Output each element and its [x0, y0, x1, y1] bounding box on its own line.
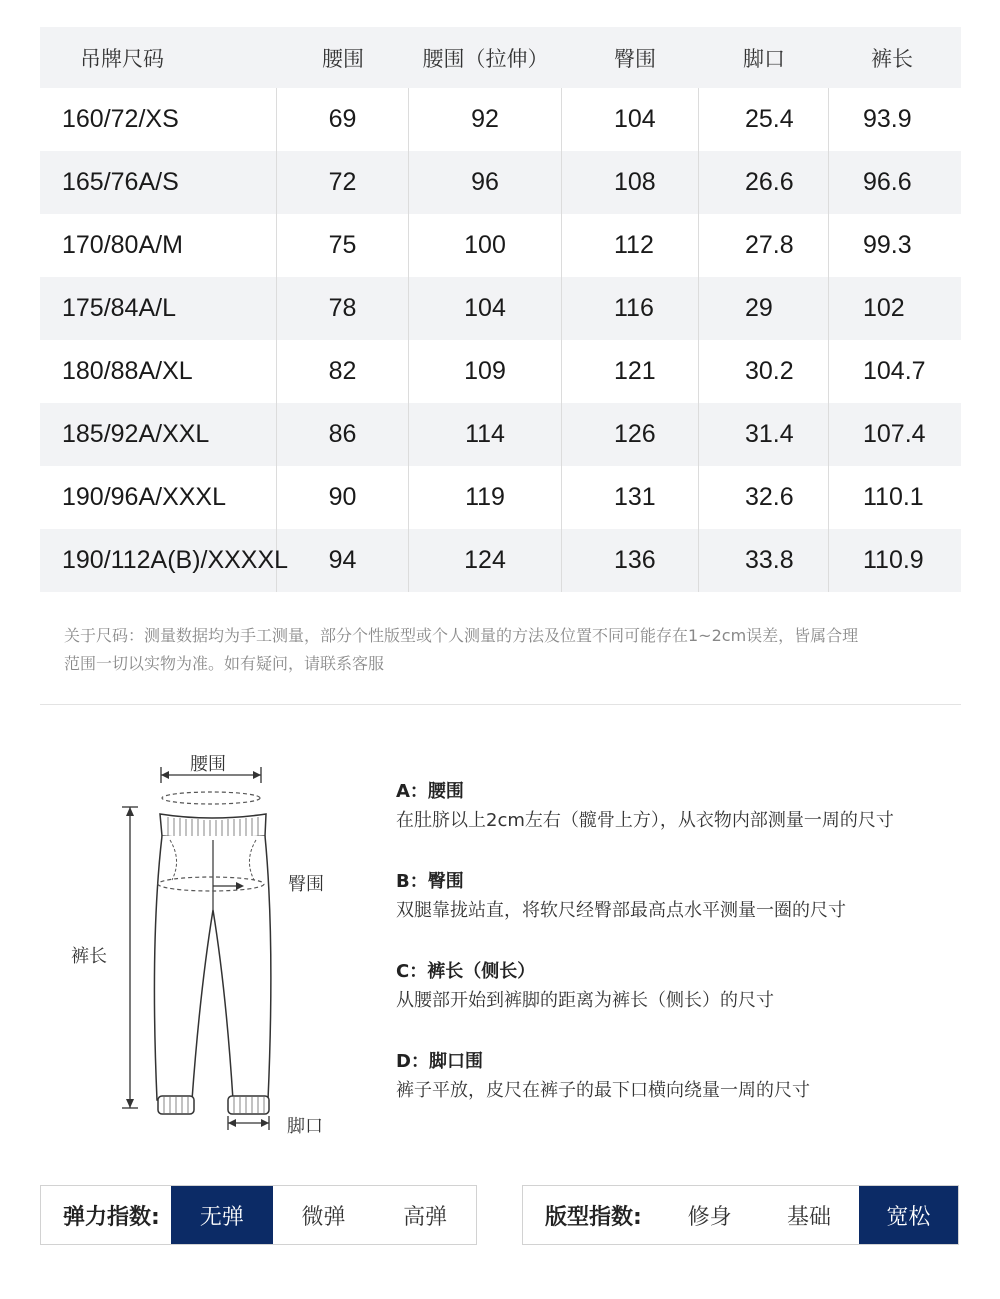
- elastic-option-high: 高弹: [403, 1204, 448, 1230]
- header-hip: 臀围: [614, 46, 656, 71]
- cell-size: 190/112A(B)/XXXXL: [40, 529, 277, 592]
- instruction-title: C：裤长（侧长）: [396, 961, 536, 982]
- cell-length: 102: [863, 294, 905, 322]
- header-length: 裤长: [871, 46, 913, 71]
- measurement-instructions: [396, 778, 976, 1138]
- hip-label: 臀围: [288, 874, 324, 895]
- fit-option-loose: 宽松: [859, 1186, 958, 1244]
- instruction-hem: [396, 1048, 976, 1106]
- length-label: 裤长: [71, 946, 107, 967]
- instruction-waist: [396, 778, 976, 836]
- cell-size: 160/72/XS: [40, 88, 277, 151]
- hem-label: 脚口: [287, 1116, 323, 1137]
- instruction-desc: 裤子平放，皮尺在裤子的最下口横向绕量一周的尺寸: [396, 1080, 810, 1101]
- fit-option-slim: 修身: [687, 1204, 732, 1230]
- cell-hip: 112: [562, 214, 699, 277]
- cell-waist: 69: [277, 88, 409, 151]
- cell-hem: 31.4: [699, 403, 829, 466]
- cell-hip: 116: [562, 277, 699, 340]
- cell-hip: 108: [562, 151, 699, 214]
- cell-waist-stretch: 109: [409, 340, 562, 403]
- cell-hip: 131: [562, 466, 699, 529]
- instruction-desc: 在肚脐以上2cm左右（髋骨上方），从衣物内部测量一周的尺寸: [396, 810, 894, 831]
- header-waist-stretch: 腰围（拉伸）: [422, 46, 549, 71]
- cell-size: 165/76A/S: [40, 151, 277, 214]
- cell-waist: 94: [277, 529, 409, 592]
- instruction-hip: [396, 868, 976, 926]
- cell-hem: 27.8: [699, 214, 829, 277]
- instruction-title: B：臀围: [396, 871, 464, 892]
- cell-hip: 121: [562, 340, 699, 403]
- instruction-desc: 双腿靠拢站直，将软尺经臀部最高点水平测量一圈的尺寸: [396, 900, 846, 921]
- cell-hip: 126: [562, 403, 699, 466]
- cell-waist: 72: [277, 151, 409, 214]
- table-row: [40, 529, 961, 592]
- cell-waist: 86: [277, 403, 409, 466]
- elastic-index: [40, 1185, 477, 1245]
- elastic-option-none: 无弹: [171, 1186, 273, 1244]
- instruction-title: D：脚口围: [396, 1051, 483, 1072]
- table-row: [40, 340, 961, 403]
- fit-option-regular: 基础: [786, 1204, 831, 1230]
- cell-waist-stretch: 92: [409, 88, 562, 151]
- instruction-length: [396, 958, 976, 1016]
- cell-waist-stretch: 104: [409, 277, 562, 340]
- cell-waist: 90: [277, 466, 409, 529]
- cell-waist: 78: [277, 277, 409, 340]
- instruction-desc: 从腰部开始到裤脚的距离为裤长（侧长）的尺寸: [396, 990, 774, 1011]
- table-header-row: [40, 27, 961, 88]
- cell-hem: 26.6: [699, 151, 829, 214]
- table-row: [40, 214, 961, 277]
- elastic-index-label: 弹力指数:: [63, 1204, 160, 1230]
- header-waist: 腰围: [322, 46, 364, 71]
- size-table: [40, 27, 961, 592]
- measurement-note: [64, 622, 964, 678]
- cell-waist-stretch: 96: [409, 151, 562, 214]
- cell-size: 190/96A/XXXL: [40, 466, 277, 529]
- cell-hip: 104: [562, 88, 699, 151]
- cell-length: 96.6: [863, 168, 912, 196]
- instruction-title: A：腰围: [396, 781, 464, 802]
- table-row: [40, 88, 961, 151]
- cell-waist-stretch: 119: [409, 466, 562, 529]
- fit-index-label: 版型指数:: [545, 1204, 642, 1230]
- table-row: [40, 151, 961, 214]
- cell-hem: 33.8: [699, 529, 829, 592]
- table-row: [40, 466, 961, 529]
- pants-illustration: [60, 740, 380, 1150]
- table-row: [40, 277, 961, 340]
- cell-waist: 82: [277, 340, 409, 403]
- cell-size: 185/92A/XXL: [40, 403, 277, 466]
- section-divider: [40, 704, 961, 705]
- waist-label: 腰围: [190, 754, 226, 775]
- cell-waist-stretch: 114: [409, 403, 562, 466]
- cell-hip: 136: [562, 529, 699, 592]
- cell-waist: 75: [277, 214, 409, 277]
- elastic-option-slight: 微弹: [301, 1204, 346, 1230]
- cell-waist-stretch: 124: [409, 529, 562, 592]
- cell-length: 104.7: [863, 357, 926, 385]
- cell-length: 110.9: [863, 546, 924, 574]
- cell-waist-stretch: 100: [409, 214, 562, 277]
- cell-size: 180/88A/XL: [40, 340, 277, 403]
- cell-length: 110.1: [863, 483, 924, 511]
- cell-size: 170/80A/M: [40, 214, 277, 277]
- fit-index: [522, 1185, 959, 1245]
- header-tag-size: 吊牌尺码: [80, 46, 164, 71]
- pants-diagram: [60, 740, 380, 1150]
- cell-hem: 30.2: [699, 340, 829, 403]
- note-line-1: 关于尺码：测量数据均为手工测量，部分个性版型或个人测量的方法及位置不同可能存在1~2cm误差，皆属合理: [64, 626, 859, 645]
- cell-length: 93.9: [863, 105, 912, 133]
- table-body: [40, 88, 961, 592]
- note-line-2: 范围一切以实物为准。如有疑问，请联系客服: [64, 654, 385, 673]
- cell-hem: 32.6: [699, 466, 829, 529]
- cell-hem: 25.4: [699, 88, 829, 151]
- table-row: [40, 403, 961, 466]
- header-hem: 脚口: [743, 46, 785, 71]
- cell-hem: 29: [699, 277, 829, 340]
- cell-length: 99.3: [863, 231, 912, 259]
- cell-size: 175/84A/L: [40, 277, 277, 340]
- cell-length: 107.4: [863, 420, 926, 448]
